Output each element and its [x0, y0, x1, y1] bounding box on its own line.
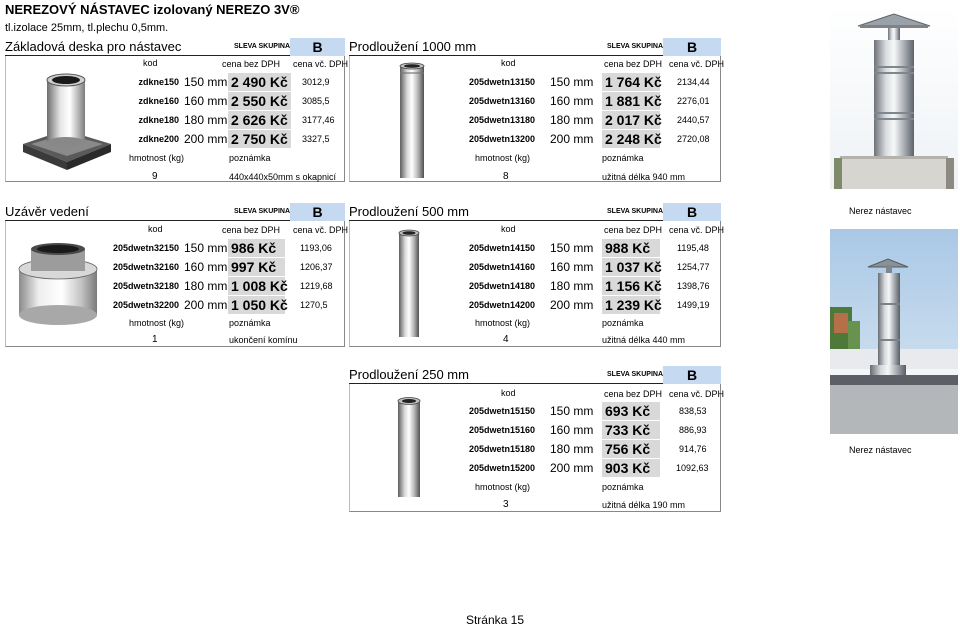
page-number: Stránka 15	[465, 613, 525, 626]
photo-2-caption: Nerez nástavec	[849, 445, 912, 455]
section-header	[349, 366, 721, 384]
product-size: 160 mm	[184, 94, 228, 108]
note-label: poznámka	[229, 318, 271, 328]
section-title: Prodloužení 1000 mm	[349, 39, 477, 54]
product-price: 1 764 Kč	[602, 73, 660, 91]
product-price-vat: 1270,5	[300, 300, 328, 310]
section-header	[5, 203, 345, 221]
col-price-vat: cena vč. DPH	[293, 59, 349, 69]
product-price: 1 156 Kč	[602, 277, 660, 295]
section-header	[349, 203, 721, 221]
product-price: 1 239 Kč	[602, 296, 660, 314]
product-code: 205dwetn15180	[468, 444, 535, 454]
product-size: 200 mm	[550, 461, 594, 475]
product-code: 205dwetn14150	[468, 243, 535, 253]
weight-label: hmotnost (kg)	[475, 153, 531, 163]
product-price-vat: 886,93	[679, 425, 707, 435]
col-price-vat: cena vč. DPH	[293, 225, 349, 235]
section-deska	[5, 38, 349, 182]
group-badge: B	[663, 203, 721, 221]
product-price-vat: 2276,01	[677, 96, 710, 106]
weight-label: hmotnost (kg)	[475, 318, 531, 328]
product-code: 205dwetn13200	[468, 134, 535, 144]
section-title: Základová deska pro nástavec	[5, 39, 182, 54]
sleva-label: SLEVA SKUPINA	[607, 371, 664, 378]
weight-value: 9	[152, 171, 158, 182]
col-price-no-vat: cena bez DPH	[604, 225, 663, 235]
product-price: 1 037 Kč	[602, 258, 660, 276]
product-code: 205dwetn15200	[468, 463, 535, 473]
product-size: 200 mm	[550, 132, 594, 146]
product-price: 2 750 Kč	[228, 130, 291, 148]
col-price-no-vat: cena bez DPH	[604, 59, 663, 69]
group-badge: B	[290, 38, 345, 56]
product-size: 180 mm	[550, 442, 594, 456]
product-size: 160 mm	[550, 94, 594, 108]
cap-image	[15, 239, 101, 329]
note-value: užitná délka 190 mm	[602, 500, 686, 510]
note-label: poznámka	[602, 482, 644, 492]
product-price: 997 Kč	[228, 258, 285, 276]
col-price-vat: cena vč. DPH	[669, 59, 725, 69]
sleva-label: SLEVA SKUPINA	[234, 208, 291, 215]
product-code: 205dwetn13160	[468, 96, 535, 106]
doc-subtitle: tl.izolace 25mm, tl.plechu 0,5mm.	[5, 22, 169, 34]
weight-label: hmotnost (kg)	[129, 153, 185, 163]
product-size: 150 mm	[550, 241, 594, 255]
weight-value: 4	[503, 334, 509, 345]
sleva-label: SLEVA SKUPINA	[234, 43, 291, 50]
chimney-photo-2	[830, 229, 958, 434]
col-price-no-vat: cena bez DPH	[604, 389, 663, 399]
product-price-vat: 2720,08	[677, 134, 710, 144]
product-code: 205dwetn15150	[468, 406, 535, 416]
product-price-vat: 914,76	[679, 444, 707, 454]
note-value: užitná délka 440 mm	[602, 335, 686, 345]
weight-value: 1	[152, 334, 158, 345]
product-size: 150 mm	[184, 241, 228, 255]
note-label: poznámka	[229, 153, 271, 163]
section-p250	[349, 366, 725, 512]
product-price: 2 550 Kč	[228, 92, 291, 110]
product-price-vat: 3177,46	[302, 115, 335, 125]
sleva-label: SLEVA SKUPINA	[607, 208, 664, 215]
section-title: Prodloužení 500 mm	[349, 204, 469, 219]
pipe-250-image	[395, 396, 423, 500]
product-price: 1 881 Kč	[602, 92, 660, 110]
product-code: 205dwetn32160	[112, 262, 179, 272]
product-price: 756 Kč	[602, 440, 660, 458]
product-size: 150 mm	[184, 75, 228, 89]
product-code: 205dwetn14180	[468, 281, 535, 291]
product-code: 205dwetn13180	[468, 115, 535, 125]
product-price: 2 626 Kč	[228, 111, 291, 129]
weight-label: hmotnost (kg)	[475, 482, 531, 492]
col-price-no-vat: cena bez DPH	[222, 59, 281, 69]
product-code: zdkne150	[138, 77, 179, 87]
pipe-500-image	[397, 229, 421, 341]
product-code: zdkne200	[138, 134, 179, 144]
weight-label: hmotnost (kg)	[129, 318, 185, 328]
product-price: 988 Kč	[602, 239, 660, 257]
group-badge: B	[663, 38, 721, 56]
product-price: 2 017 Kč	[602, 111, 660, 129]
col-kod: kod	[501, 224, 516, 234]
section-title: Prodloužení 250 mm	[349, 367, 469, 382]
product-price-vat: 838,53	[679, 406, 707, 416]
product-size: 160 mm	[550, 260, 594, 274]
product-size: 200 mm	[550, 298, 594, 312]
col-price-vat: cena vč. DPH	[669, 389, 725, 399]
product-price-vat: 1499,19	[677, 300, 710, 310]
chimney-photo-1	[830, 6, 958, 189]
product-code: 205dwetn32180	[112, 281, 179, 291]
section-uzaver	[5, 203, 349, 347]
product-price-vat: 3085,5	[302, 96, 330, 106]
product-size: 180 mm	[184, 113, 228, 127]
weight-value: 8	[503, 171, 509, 182]
sleva-label: SLEVA SKUPINA	[607, 43, 664, 50]
section-header	[5, 38, 345, 56]
product-price-vat: 1398,76	[677, 281, 710, 291]
col-kod: kod	[148, 224, 163, 234]
pipe-1000-image	[397, 62, 427, 182]
product-code: 205dwetn15160	[468, 425, 535, 435]
product-price: 693 Kč	[602, 402, 660, 420]
product-code: zdkne180	[138, 115, 179, 125]
chimney-photo-1-image	[830, 6, 958, 189]
note-label: poznámka	[602, 153, 644, 163]
product-price-vat: 3327,5	[302, 134, 330, 144]
product-price: 986 Kč	[228, 239, 285, 257]
product-price: 1 050 Kč	[228, 296, 285, 314]
product-price-vat: 2440,57	[677, 115, 710, 125]
product-price-vat: 1206,37	[300, 262, 333, 272]
product-price: 903 Kč	[602, 459, 660, 477]
product-size: 180 mm	[550, 113, 594, 127]
product-size: 180 mm	[184, 279, 228, 293]
product-size: 160 mm	[550, 423, 594, 437]
section-p500	[349, 203, 725, 347]
product-price: 2 490 Kč	[228, 73, 291, 91]
chimney-photo-2-image	[830, 229, 958, 434]
product-price: 733 Kč	[602, 421, 660, 439]
group-badge: B	[290, 203, 345, 221]
product-size: 150 mm	[550, 404, 594, 418]
product-price-vat: 2134,44	[677, 77, 710, 87]
product-price-vat: 1195,48	[677, 243, 709, 253]
product-price-vat: 1092,63	[676, 463, 709, 473]
product-code: 205dwetn14200	[468, 300, 535, 310]
note-value: užitná délka 940 mm	[602, 172, 686, 182]
product-price-vat: 3012,9	[302, 77, 330, 87]
note-label: poznámka	[602, 318, 644, 328]
col-kod: kod	[143, 58, 158, 68]
product-code: 205dwetn13150	[468, 77, 535, 87]
product-size: 180 mm	[550, 279, 594, 293]
product-price: 1 008 Kč	[228, 277, 285, 295]
product-code: 205dwetn32200	[112, 300, 179, 310]
product-size: 160 mm	[184, 260, 228, 274]
col-kod: kod	[501, 58, 516, 68]
photo-1-caption: Nerez nástavec	[849, 206, 912, 216]
product-size: 200 mm	[184, 132, 228, 146]
product-price-vat: 1254,77	[677, 262, 710, 272]
note-value: ukončení komínu	[229, 335, 298, 345]
col-price-no-vat: cena bez DPH	[222, 225, 281, 235]
section-header	[349, 38, 721, 56]
section-p1000	[349, 38, 725, 182]
col-price-vat: cena vč. DPH	[669, 225, 725, 235]
product-price: 2 248 Kč	[602, 130, 660, 148]
group-badge: B	[663, 366, 721, 384]
col-kod: kod	[501, 388, 516, 398]
product-size: 150 mm	[550, 75, 594, 89]
base-plate-image	[17, 66, 115, 178]
section-title: Uzávěr vedení	[5, 204, 89, 219]
product-code: 205dwetn14160	[468, 262, 535, 272]
note-value: 440x440x50mm s okapnicí	[229, 172, 337, 182]
product-price-vat: 1219,68	[300, 281, 333, 291]
product-code: 205dwetn32150	[112, 243, 179, 253]
product-price-vat: 1193,06	[300, 243, 332, 253]
product-code: zdkne160	[138, 96, 179, 106]
doc-title: NEREZOVÝ NÁSTAVEC izolovaný NEREZO 3V®	[5, 2, 300, 17]
product-size: 200 mm	[184, 298, 228, 312]
weight-value: 3	[503, 499, 509, 510]
